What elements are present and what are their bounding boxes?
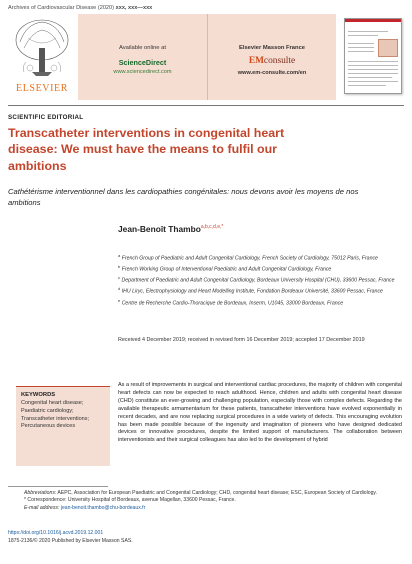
cover-line <box>348 51 374 52</box>
abbreviations-text: AEPC, Association for European Paediatric and Congenital Cardiology; CHD, congenital heart disease; ESC, European Society of Cardiology. <box>57 490 377 496</box>
sciencedirect-url[interactable]: www.sciencedirect.com <box>113 69 172 75</box>
available-online-label: Available online at <box>119 45 166 51</box>
em-logo-suffix: consulte <box>263 56 296 66</box>
em-logo-prefix: EM <box>248 56 264 66</box>
cover-line <box>348 61 398 62</box>
elsevier-logo[interactable] <box>8 14 76 100</box>
affiliation-text: French Working Group of Interventional Paediatric and Adult Congenital Cardiology, France <box>121 266 332 273</box>
cover-line <box>348 77 392 78</box>
affiliation-marker: b <box>118 264 121 270</box>
abbreviations-label: Abbreviations: <box>24 490 57 496</box>
email-label: E-mail address: <box>24 504 60 511</box>
cover-line <box>348 43 374 44</box>
elsevier-wordmark: ELSEVIER <box>15 83 69 94</box>
cover-line <box>348 31 388 32</box>
cover-line <box>348 35 378 36</box>
cover-line <box>348 73 398 74</box>
running-head <box>8 5 152 11</box>
cover-line <box>348 47 374 48</box>
article-history: Received 4 December 2019; received in revised form 16 December 2019; accepted 17 December 2019 <box>118 337 365 343</box>
journal-panel <box>78 14 336 100</box>
affiliation-item <box>118 252 402 263</box>
volume-pages: xxx, xxx—xxx <box>115 5 153 11</box>
cover-top-bar <box>345 19 401 22</box>
keyword-item: Percutaneous devices <box>21 423 76 430</box>
doi-link[interactable]: https://doi.org/10.1016/j.acvd.2019.12.001 <box>8 530 104 536</box>
affiliation-marker: d <box>118 286 121 292</box>
author-line <box>118 224 223 234</box>
footnotes <box>8 490 404 512</box>
em-consulte-url[interactable]: www.em-consulte.com/en <box>237 70 307 76</box>
correspondence-marker: * <box>24 497 26 504</box>
elsevier-tree-icon <box>12 18 72 80</box>
journal-citation: Archives of Cardiovascular Disease (2020) <box>8 5 115 11</box>
sciencedirect-logo[interactable]: ScienceDirect <box>118 58 167 67</box>
sciencedirect-column <box>78 14 207 100</box>
affiliation-item <box>118 274 402 285</box>
affiliation-marker: e <box>118 297 121 303</box>
cover-line <box>348 81 398 82</box>
abbreviations-note <box>8 490 404 497</box>
publisher-name: Elsevier Masson France <box>238 45 306 51</box>
affiliation-marker: c <box>118 275 120 281</box>
copyright-line: 1875-2136/© 2020 Published by Elsevier Masson SAS. <box>8 537 133 544</box>
section-label: SCIENTIFIC EDITORIAL <box>8 114 84 121</box>
keywords-title: KEYWORDS <box>21 392 56 398</box>
affiliations <box>118 252 402 308</box>
keyword-item: Congenital heart disease; <box>21 400 84 406</box>
cover-line <box>348 69 398 70</box>
author-name: Jean-Benoît Thambo <box>118 224 201 234</box>
affiliation-item <box>118 297 402 308</box>
cover-line <box>348 85 386 86</box>
correspondence-note <box>8 497 404 504</box>
correspondence-text: Correspondence: University Hospital of Bordeaux, avenue Magellan, 33600 Pessac, France. <box>27 497 236 504</box>
email-note <box>8 505 404 512</box>
author-affiliation-markers[interactable]: a,b,c,d,e,* <box>200 224 224 231</box>
footnote-divider <box>8 486 108 487</box>
affiliation-text: Department of Paediatric and Adult Congenital Cardiology, Bordeaux University Hospital (CHU), 33600 Pessac, France <box>121 278 395 285</box>
em-consulte-column <box>207 14 336 100</box>
keyword-item: Paediatric cardiology; <box>21 407 74 414</box>
journal-header <box>8 14 404 100</box>
email-link[interactable]: jean-benoit.thambo@chu-bordeaux.fr <box>60 504 146 511</box>
affiliation-text: French Group of Paediatric and Adult Congenital Cardiology, French Society of Cardiology, 75012 Paris, France <box>121 255 378 262</box>
affiliation-text: IHU Liryc, Electrophysiology and Heart Modelling Institute, Fondation Bordeaux Université, 33600 Pessac, France <box>121 289 383 296</box>
keywords-box <box>16 386 110 466</box>
affiliation-item <box>118 263 402 274</box>
french-title: Cathétérisme interventionnel dans les cardiopathies congénitales: nous devons avoir les moyens de nos ambitions <box>8 187 359 208</box>
affiliation-marker: a <box>118 253 121 258</box>
journal-cover-thumbnail[interactable] <box>344 18 402 94</box>
cover-image <box>378 39 398 57</box>
affiliation-text: Centre de Recherche Cardio-Thoracique de Bordeaux, Inserm, U1045, 33000 Bordeaux, France <box>121 300 344 307</box>
keyword-item: Transcatheter interventions; <box>21 415 89 422</box>
cover-line <box>348 65 398 66</box>
article-title: Transcatheter interventions in congenital heart disease: We must have the means to fulfil our ambitions <box>8 126 285 173</box>
doi-block <box>8 530 133 545</box>
header-divider <box>8 105 404 106</box>
body-paragraph: As a result of improvements in surgical and interventional cardiac procedures, the majority of children with congenital heart defects can now be expected to reach adulthood. Hence, children and adults with congenital heart disease (CHD) constitute an ever-growing and challenging population, especially those with complex defects. Regarding the available therapeutic armamentarium for these patients, transcatheter interventions have evolved exponentially in recent decades, and are now replacing surgical procedures in a wide variety of defects. This encouraging evolution has been made possible because of the ingenuity and imagination of pioneers who have designed dedicated devices or innovative procedures, despite the limited support of manufacturers. The collaboration between interventionists and their surgical colleagues has also led to the development of hybrid <box>118 382 403 444</box>
em-consulte-logo[interactable] <box>208 56 336 66</box>
affiliation-item <box>118 285 402 296</box>
